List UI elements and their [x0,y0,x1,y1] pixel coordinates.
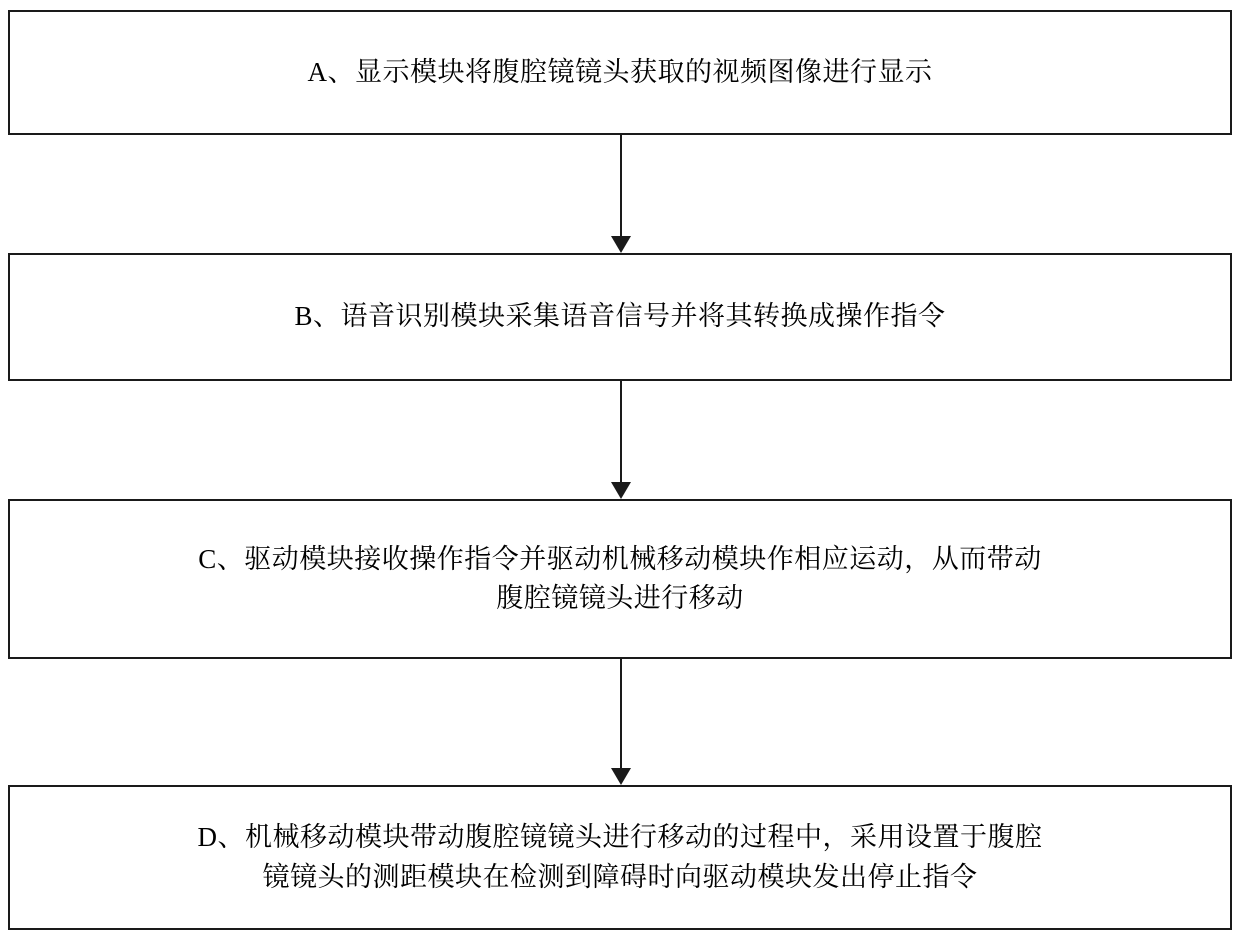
flow-node-step-d-label: D、机械移动模块带动腹腔镜镜头进行移动的过程中，采用设置于腹腔 镜镜头的测距模块在检测到障碍时向驱动模块发出停止指令 [197,822,1043,892]
arrow-down-icon [611,768,631,785]
flow-node-step-a [8,10,1232,135]
flow-node-step-a-label: A、显示模块将腹腔镜镜头获取的视频图像进行显示 [307,56,933,87]
flow-node-step-b [8,253,1232,381]
arrow-down-icon [611,482,631,499]
flow-node-step-c [8,499,1232,659]
flow-node-step-b-label: B、语音识别模块采集语音信号并将其转换成操作指令 [294,301,946,332]
flow-node-step-d [8,785,1232,930]
arrow-down-icon [611,236,631,253]
connector-line [620,135,622,238]
connector-line [620,659,622,770]
connector-line [620,381,622,484]
flow-node-step-c-label: C、驱动模块接收操作指令并驱动机械移动模块作相应运动，从而带动 腹腔镜镜头进行移动 [198,543,1042,613]
